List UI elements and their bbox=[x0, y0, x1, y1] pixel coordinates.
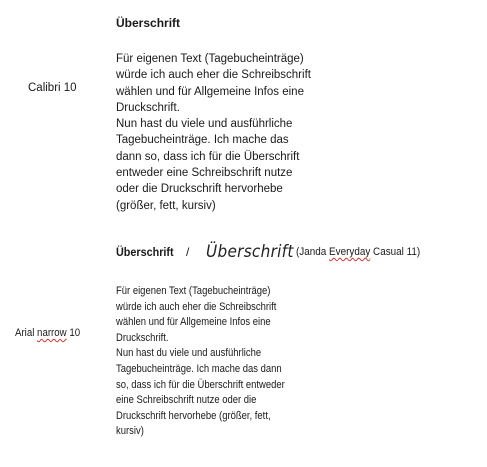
script-font-note bbox=[296, 246, 420, 258]
body-line: kursiv) bbox=[116, 425, 144, 438]
body-line: so, dass ich für die Überschrift entweder bbox=[116, 378, 285, 391]
label-prefix: Arial bbox=[15, 327, 38, 339]
section1-font-label: Calibri 10 bbox=[28, 82, 77, 94]
heading-separator: / bbox=[186, 245, 190, 259]
section2-heading-bold: Überschrift bbox=[116, 245, 174, 259]
body-line: eine Schreibschrift nutze oder die bbox=[116, 394, 257, 407]
body-line: Für eigenen Text (Tagebucheinträge) bbox=[116, 285, 271, 297]
body-line: Tagebucheinträge. Ich mache das bbox=[116, 134, 289, 147]
body-line: entweder eine Schreibschrift nutze bbox=[116, 167, 293, 180]
body-line: Nun hast du viele und ausführliche bbox=[116, 118, 293, 131]
section2-body-text bbox=[116, 284, 285, 440]
section2-heading-row bbox=[116, 238, 434, 266]
note-suffix: Casual 11) bbox=[370, 246, 421, 258]
body-line: wählen und für Allgemeine Infos eine bbox=[116, 85, 304, 98]
body-line: oder die Druckschrift hervorhebe bbox=[116, 183, 283, 196]
body-line: Nun hast du viele und ausführliche bbox=[116, 347, 262, 360]
body-line: Tagebucheinträge. Ich mache das dann bbox=[116, 362, 282, 375]
section2-font-label bbox=[15, 325, 80, 341]
body-line: wählen und für Allgemeine Infos eine bbox=[116, 316, 271, 329]
spellcheck-word: narrow bbox=[37, 327, 67, 339]
spellcheck-word: Everyday bbox=[329, 246, 371, 258]
body-line: würde ich auch eher die Schreibschrift bbox=[116, 69, 311, 82]
body-line: (größer, fett, kursiv) bbox=[116, 199, 216, 212]
section2-heading-script: Überschrift bbox=[206, 242, 294, 262]
body-line: Druckschrift. bbox=[116, 101, 180, 114]
section1-heading: Überschrift bbox=[116, 16, 181, 30]
body-line: Für eigenen Text (Tagebucheinträge) bbox=[116, 53, 304, 65]
body-line: dann so, dass ich für die Überschrift bbox=[116, 150, 300, 163]
body-line: würde ich auch eher die Schreibschrift bbox=[116, 300, 277, 313]
section1-body-text bbox=[116, 51, 356, 214]
body-line: Druckschrift hervorhebe (größer, fett, bbox=[116, 409, 271, 422]
label-suffix: 10 bbox=[66, 327, 81, 339]
note-prefix: (Janda bbox=[296, 246, 330, 258]
body-line: Druckschrift. bbox=[116, 331, 169, 344]
